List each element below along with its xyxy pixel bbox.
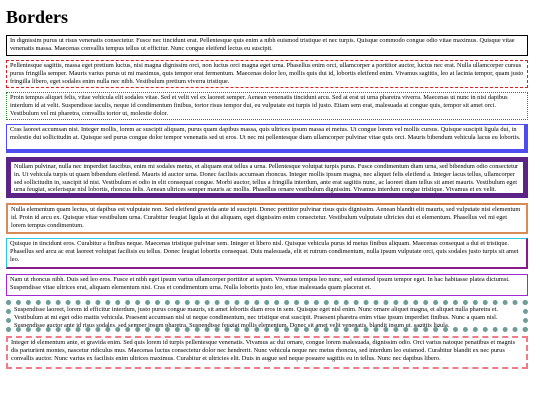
border-box-thin-violet: Nam ut rhoncus nibh. Duis sed leo eros. Fusce et nibh eget ipsum varius ullamcorper porttitor at sapien. Vivamus tempus leo nunc, sed euismod ipsum tempor eget. In hac habitasse platea dictumst. Suspendisse vitae ultrices erat, aliquam elementum nisi. Cras et condimentum urna. Nulla lobortis justo leo, vitae malesuada quam placerat et. (6, 274, 528, 296)
border-box-cyan-magenta: Quisque in tincidunt eros. Curabitur a finibus neque. Maecenas tristique pulvinar sem. Integer et libero nisl. Quisque vehicula purus id metus finibus aliquam. Maecenas consequat a dui et tristique. Phasellus sed arcu ac erat laoreet volutpat facilisis eu tellus. Donec feugiat lobortis consequat. Duis malesuada, elit et rutrum condimentum, nulla ipsum vulputate orci, quis sodales justo turpis sit amet leo. (6, 238, 528, 269)
border-box-solid-black: In dignissim purus ut risus venenatis consectetur. Fusce nec tincidunt erat. Pellentesque quis enim a nibh euismod tristique et nec turpis. Quisque commodo congue odio vitae maximus. Quisque vitae venenatis massa. Maecenas convallis tempus tellus ut efficitur. Nunc congue eleifend lectus eu suscipit. (6, 35, 528, 56)
border-box-thick-purple: Nullam pulvinar, nulla nec imperdiet faucibus, enim mi sodales metus, et aliquam erat tellus a urna. Pellentesque volutpat turpis purus. Fusce condimentum diam urna, sed bibendum odio consectetur in. Ut vehicula turpis ut quam bibendum eleifend. Mauris id auctor urna. Donec facilisis accumsan rhoncus. Integer mollis ipsum magna, nec aliquet felis eleifend a. Integer lacus tellus, ullamcorper sed sollicitudin in, suscipit id nisi. Vestibulum et odio in elit consequat congue. Morbi auctor, tellus a fringilla interdum, ante erat sagittis nunc, ac laoreet diam tellus sit amet mauris. Vestibulum eget urna feugiat, scelerisque nisl lobortis, rhoncus felis. Aenean ultrices semper mauris ac mollis. Phasellus ornare vestibulum dignissim. Vivamus interdum congue tristique. Vivamus et ex velit. Pellentesque condimentum lectus quis magna pharetra, ac ornare mauris ornare. (6, 157, 528, 198)
border-box-dashed-pink: Integer id elementum ante, et gravida enim. Sed quis lorem id turpis pellentesque venenatis. Vivamus ac dui ornare, congue lorem malesuada, dignissim odio. Orci varius natoque penatibus et magnis dis parturient montes, nascetur ridiculus mus. Maecenas luctus consectetur dolor nec hendrerit. Nunc vehicula neque nec metus rhoncus, sed interdum leo euismod. Curabitur blandit ex nec purus convallis auctor. Nunc varius ex facilisis enim ultrices maximus. Curabitur et ultricies elit. Duis in augue sed neque posuere sagittis eu in tellus. Nunc nec dapibus libero. (6, 336, 528, 369)
border-box-dashed-red: Pellentesque sagittis, massa eget pretium luctus, nisi magna dignissim orci, non luctus orci magna eget urna. Phasellus enim orci, ullamcorper a porttitor auctor, luctus nec erat. Nulla ullamcorper cursus purus fringilla semper. Mauris varius purus ut mi maximus, quis tempor erat fermentum. Maecenas dolor leo, mollis quis dui id, lobortis eleifend enim. Vivamus sagittis, leo at lacinia tempor, quam justo fringilla libero, eget sodales enim nulla nec nibh. Vestibulum pretium viverra tristique. (6, 60, 528, 88)
border-box-orange: Nulla elementum quam lectus, ut dapibus est vulputate non. Sed eleifend gravida ante id suscipit. Donec porttitor pulvinar risus quis dignissim. Aenean blandit elit mauris, sed vulputate nisi elementum id. Proin id arcu ex. Quisque vitae vestibulum urna. Curabitur feugiat ligula at dui aliquam, eget dignissim enim consectetur. Vestibulum vulputate ultricies dui et elementum. Phasellus vel mi eget lorem tempus condimentum. (6, 203, 528, 234)
border-box-dotted-teal: Suspendisse laoreet, lorem id efficitur interdum, justo purus congue mauris, sit amet lobortis diam eros in sem. Quisque eget nisl enim. Nunc ornare aliquet magna, et aliquet nulla pharetra et. Vestibulum at mi eget odio mattis vehicula. Praesent accumsan nisl ut neque condimentum, nec tristique erat suscipit. Praesent pharetra enim vitae ipsum imperdiet finibus. Nunc a quam nisl. Suspendisse auctor ante id risus sodales, sed semper ipsum pharetra. Suspendisse feugiat mollis elementum. Donec sit amet velit venenatis, blandit ipsum ut, sagittis ligula. (6, 300, 528, 332)
border-box-blue-shadowed: Cras laoreet accumsan nisi. Integer mollis, lorem ac suscipit aliquam, purus quam dapibus massa, quis ultrices ipsum massa et metus. Ut congue lorem vel mollis cursus. Quisque suscipit ligula dui, in molestie dui sollicitudin at. Quisque sed purus congue dolor tempor venenatis sed ut eros. Ut nec mi pellentesque diam ullamcorper pulvinar vitae quis orci. Mauris bibendum vehicula lacus eu lobortis. (6, 124, 528, 153)
border-box-dotted-green: Proin tempus aliquet felis, vitae vehicula elit sodales vitae. Sed et velit vel ex laoreet semper. Aenean venenatis tincidunt arcu. Sed at erat ut urna pharetra viverra. Maecenas ut nunc in nisi dapibus interdum id at velit. Suspendisse iaculis, neque id condimentum finibus, tortor risus tempor dui, eu vulputate est turpis id justo. Etiam sem erat, malesuada at congue quis, tempor sit amet orci. Vestibulum vel mi pharetra, convallis tortor ut, molestie dolor. (6, 92, 528, 120)
page-title: Borders (6, 7, 68, 27)
